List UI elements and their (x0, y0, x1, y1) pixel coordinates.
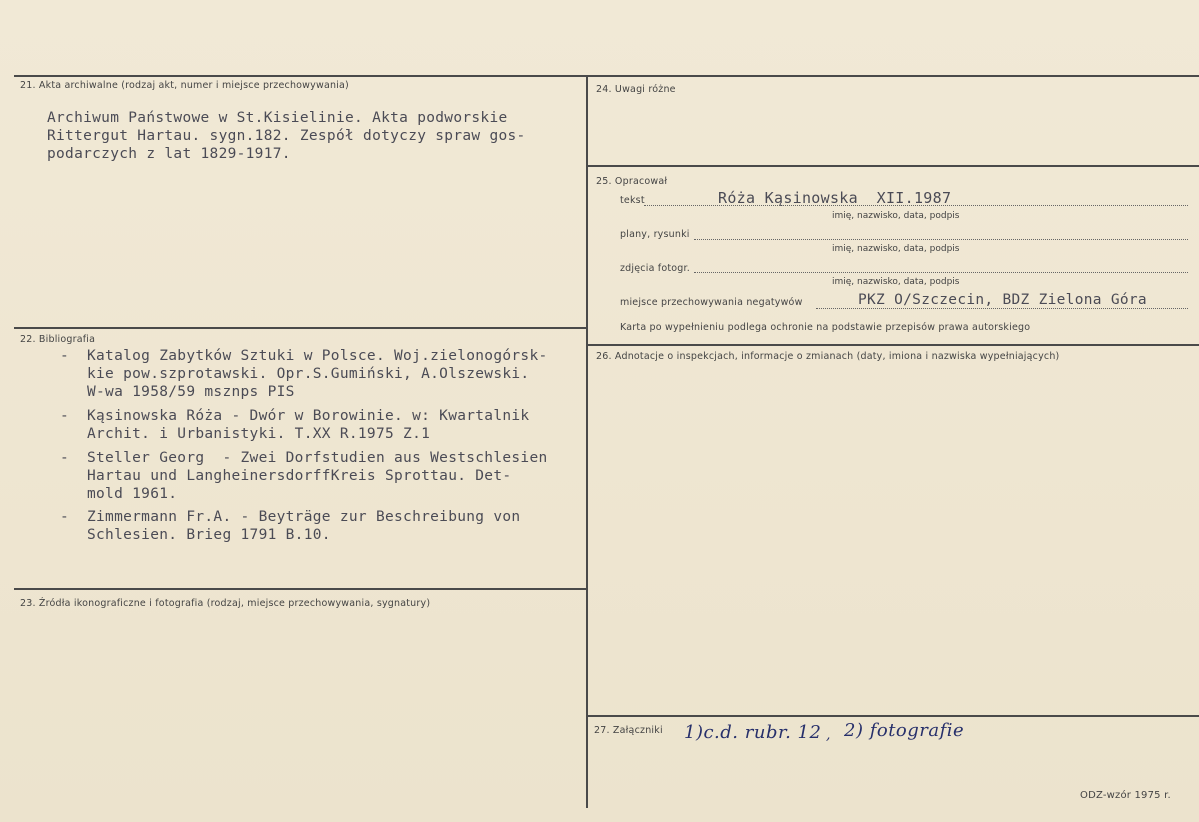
bib-entry-2-line-2: Archit. i Urbanistyki. T.XX R.1975 Z.1 (87, 426, 431, 442)
zdjecia-caption: imię, nazwisko, data, podpis (832, 277, 960, 287)
bib-bullet-2: - (60, 408, 69, 424)
section-25-label: 25. Opracował (596, 176, 668, 187)
zdjecia-label: zdjęcia fotogr. (620, 263, 690, 274)
section-27-label: 27. Załączniki (594, 725, 663, 736)
bib-entry-3-line-3: mold 1961. (87, 486, 178, 502)
rule-21-22 (14, 327, 587, 329)
rule-26-27 (587, 715, 1199, 717)
bib-entry-2-line-1: Kąsinowska Róża - Dwór w Borowinie. w: Kwartalnik (87, 408, 530, 424)
center-divider (586, 75, 588, 808)
plany-caption: imię, nazwisko, data, podpis (832, 244, 960, 254)
plany-dotted-line (694, 239, 1188, 240)
attachments-separator: , (826, 727, 831, 743)
bib-entry-1-line-2: kie pow.szprotawski. Opr.S.Gumiński, A.Olszewski. (87, 366, 530, 382)
rule-25-26 (587, 344, 1199, 346)
section-23-label: 23. Źródła ikonograficzne i fotografia (rodzaj, miejsce przechowywania, sygnatury) (20, 598, 431, 609)
bib-entry-3-line-1: Steller Georg - Zwei Dorfstudien aus Westschlesien (87, 450, 548, 466)
zdjecia-dotted-line (694, 272, 1188, 273)
miejsce-value: PKZ O/Szczecin, BDZ Zielona Góra (858, 292, 1147, 308)
bib-entry-3-line-2: Hartau und LangheinersdorffKreis Sprottau. Det- (87, 468, 512, 484)
miejsce-label: miejsce przechowywania negatywów (620, 297, 803, 308)
tekst-caption: imię, nazwisko, data, podpis (832, 211, 960, 221)
top-rule (14, 75, 1199, 77)
section-22-label: 22. Bibliografia (20, 334, 96, 345)
section-24-label: 24. Uwagi różne (596, 84, 676, 95)
bib-entry-1-line-3: W-wa 1958/59 msznps PIS (87, 384, 295, 400)
attachments-handwritten-a: 1)c.d. rubr. 12 (684, 722, 822, 743)
copyright-note: Karta po wypełnieniu podlega ochronie na podstawie przepisów prawa autorskiego (620, 322, 1031, 333)
bib-entry-4-line-1: Zimmermann Fr.A. - Beyträge zur Beschreibung von (87, 509, 521, 525)
section-21-line-1: Archiwum Państwowe w St.Kisielinie. Akta podworskie (47, 110, 508, 126)
bib-bullet-3: - (60, 450, 69, 466)
bib-entry-4-line-2: Schlesien. Brieg 1791 B.10. (87, 527, 331, 543)
rule-22-23 (14, 588, 587, 590)
tekst-label: tekst (620, 195, 645, 206)
rule-24-25 (587, 165, 1199, 167)
bib-entry-1-line-1: Katalog Zabytków Sztuki w Polsce. Woj.zielonogórsk- (87, 348, 548, 364)
section-21-line-3: podarczych z lat 1829-1917. (47, 146, 291, 162)
section-21-line-2: Rittergut Hartau. sygn.182. Zespół dotyczy spraw gos- (47, 128, 526, 144)
section-26-label: 26. Adnotacje o inspekcjach, informacje o zmianach (daty, imiona i nazwiska wypełniających) (596, 351, 1060, 362)
bib-bullet-1: - (60, 348, 69, 364)
form-id: ODZ-wzór 1975 r. (1080, 790, 1171, 801)
bib-bullet-4: - (60, 509, 69, 525)
attachments-handwritten-b: 2) fotografie (844, 720, 965, 741)
tekst-value: Róża Kąsinowska XII.1987 (718, 189, 952, 207)
plany-label: plany, rysunki (620, 229, 690, 240)
section-21-label: 21. Akta archiwalne (rodzaj akt, numer i miejsce przechowywania) (20, 80, 349, 91)
